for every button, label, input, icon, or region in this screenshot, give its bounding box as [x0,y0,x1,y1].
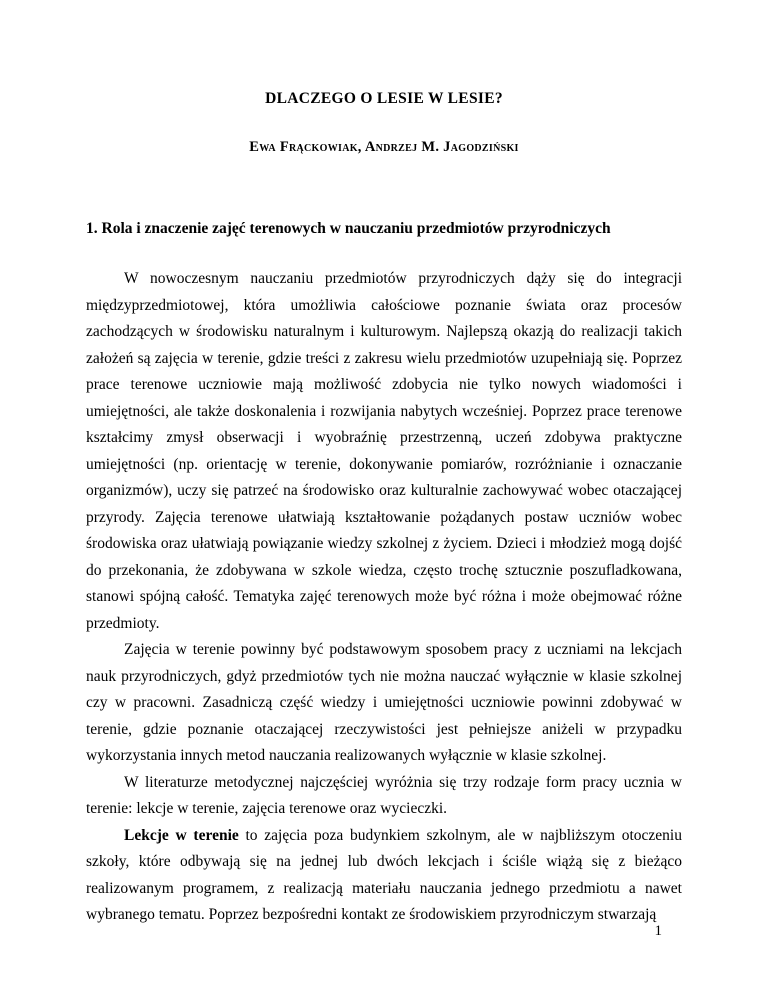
section-heading: 1. Rola i znaczenie zajęć terenowych w nauczaniu przedmiotów przyrodniczych [86,220,611,237]
paragraph-1: W nowoczesnym nauczaniu przedmiotów przyrodniczych dąży się do integracji międzyprzedmiotowej, która umożliwia całościowe poznanie świata oraz procesów zachodzących w środowisku naturalnym i kulturowym. Najlepszą okazją do realizacji takich założeń są zajęcia w terenie, gdzie treści z zakresu wielu przedmiotów uzupełniają się. Poprzez prace terenowe uczniowie mają możliwość zdobycia nie tylko nowych wiadomości i umiejętności, ale także doskonalenia i rozwijania nabytych wcześniej. Poprzez prace terenowe kształcimy zmysł obserwacji i wyobraźnię przestrzenną, uczeń zdobywa praktyczne umiejętności (np. orientację w terenie, dokonywanie pomiarów, rozróżnianie i oznaczanie organizmów), uczy się patrzeć na środowisko oraz kulturalnie zachowywać wobec otaczającej przyrody. Zajęcia terenowe ułatwiają kształtowanie pożądanych postaw uczniów wobec środowiska oraz ułatwiają powiązanie wiedzy szkolnej z życiem. Dzieci i młodzież mogą dojść do przekonania, że zdobywana w szkole wiedza, często trochę sztucznie poszufladkowana, stanowi spójną całość. Tematyka zajęć terenowych może być różna i może obejmować różne przedmioty. [86,270,682,632]
paper-authors: Ewa Frąckowiak, Andrzej M. Jagodziński [249,139,519,155]
body-text [86,266,682,929]
paragraph-4 [86,823,682,929]
paper-title: DLACZEGO O LESIE W LESIE? [265,90,503,107]
paragraph-3: W literaturze metodycznej najczęściej wyróżnia się trzy rodzaje form pracy ucznia w terenie: lekcje w terenie, zajęcia terenowe oraz wycieczki. [86,773,682,817]
paragraph-2: Zajęcia w terenie powinny być podstawowym sposobem pracy z uczniami na lekcjach nauk przyrodniczych, gdyż przedmiotów tych nie można nauczać wyłącznie w klasie szkolnej czy w pracowni. Zasadniczą część wiedzy i umiejętności uczniowie powinni zdobywać w terenie, gdzie poznanie otaczającej rzeczywistości jest pełniejsze aniżeli w przypadku wykorzystania innych metod nauczania realizowanych wyłącznie w klasie szkolnej. [86,641,682,764]
paragraph-4-lead: Lekcje w terenie [124,826,239,844]
page-number: 1 [654,923,662,939]
paragraph-4-text: to zajęcia poza budynkiem szkolnym, ale w najbliższym otoczeniu szkoły, które odbywają się na jednej lub dwóch lekcjach i ściśle wiążą się z bieżąco realizowanym programem, z realizacją materiału nauczania jednego przedmiotu a nawet wybranego tematu. Poprzez bezpośredni kontakt ze środowiskiem przyrodniczym stwarzają [86,826,682,923]
